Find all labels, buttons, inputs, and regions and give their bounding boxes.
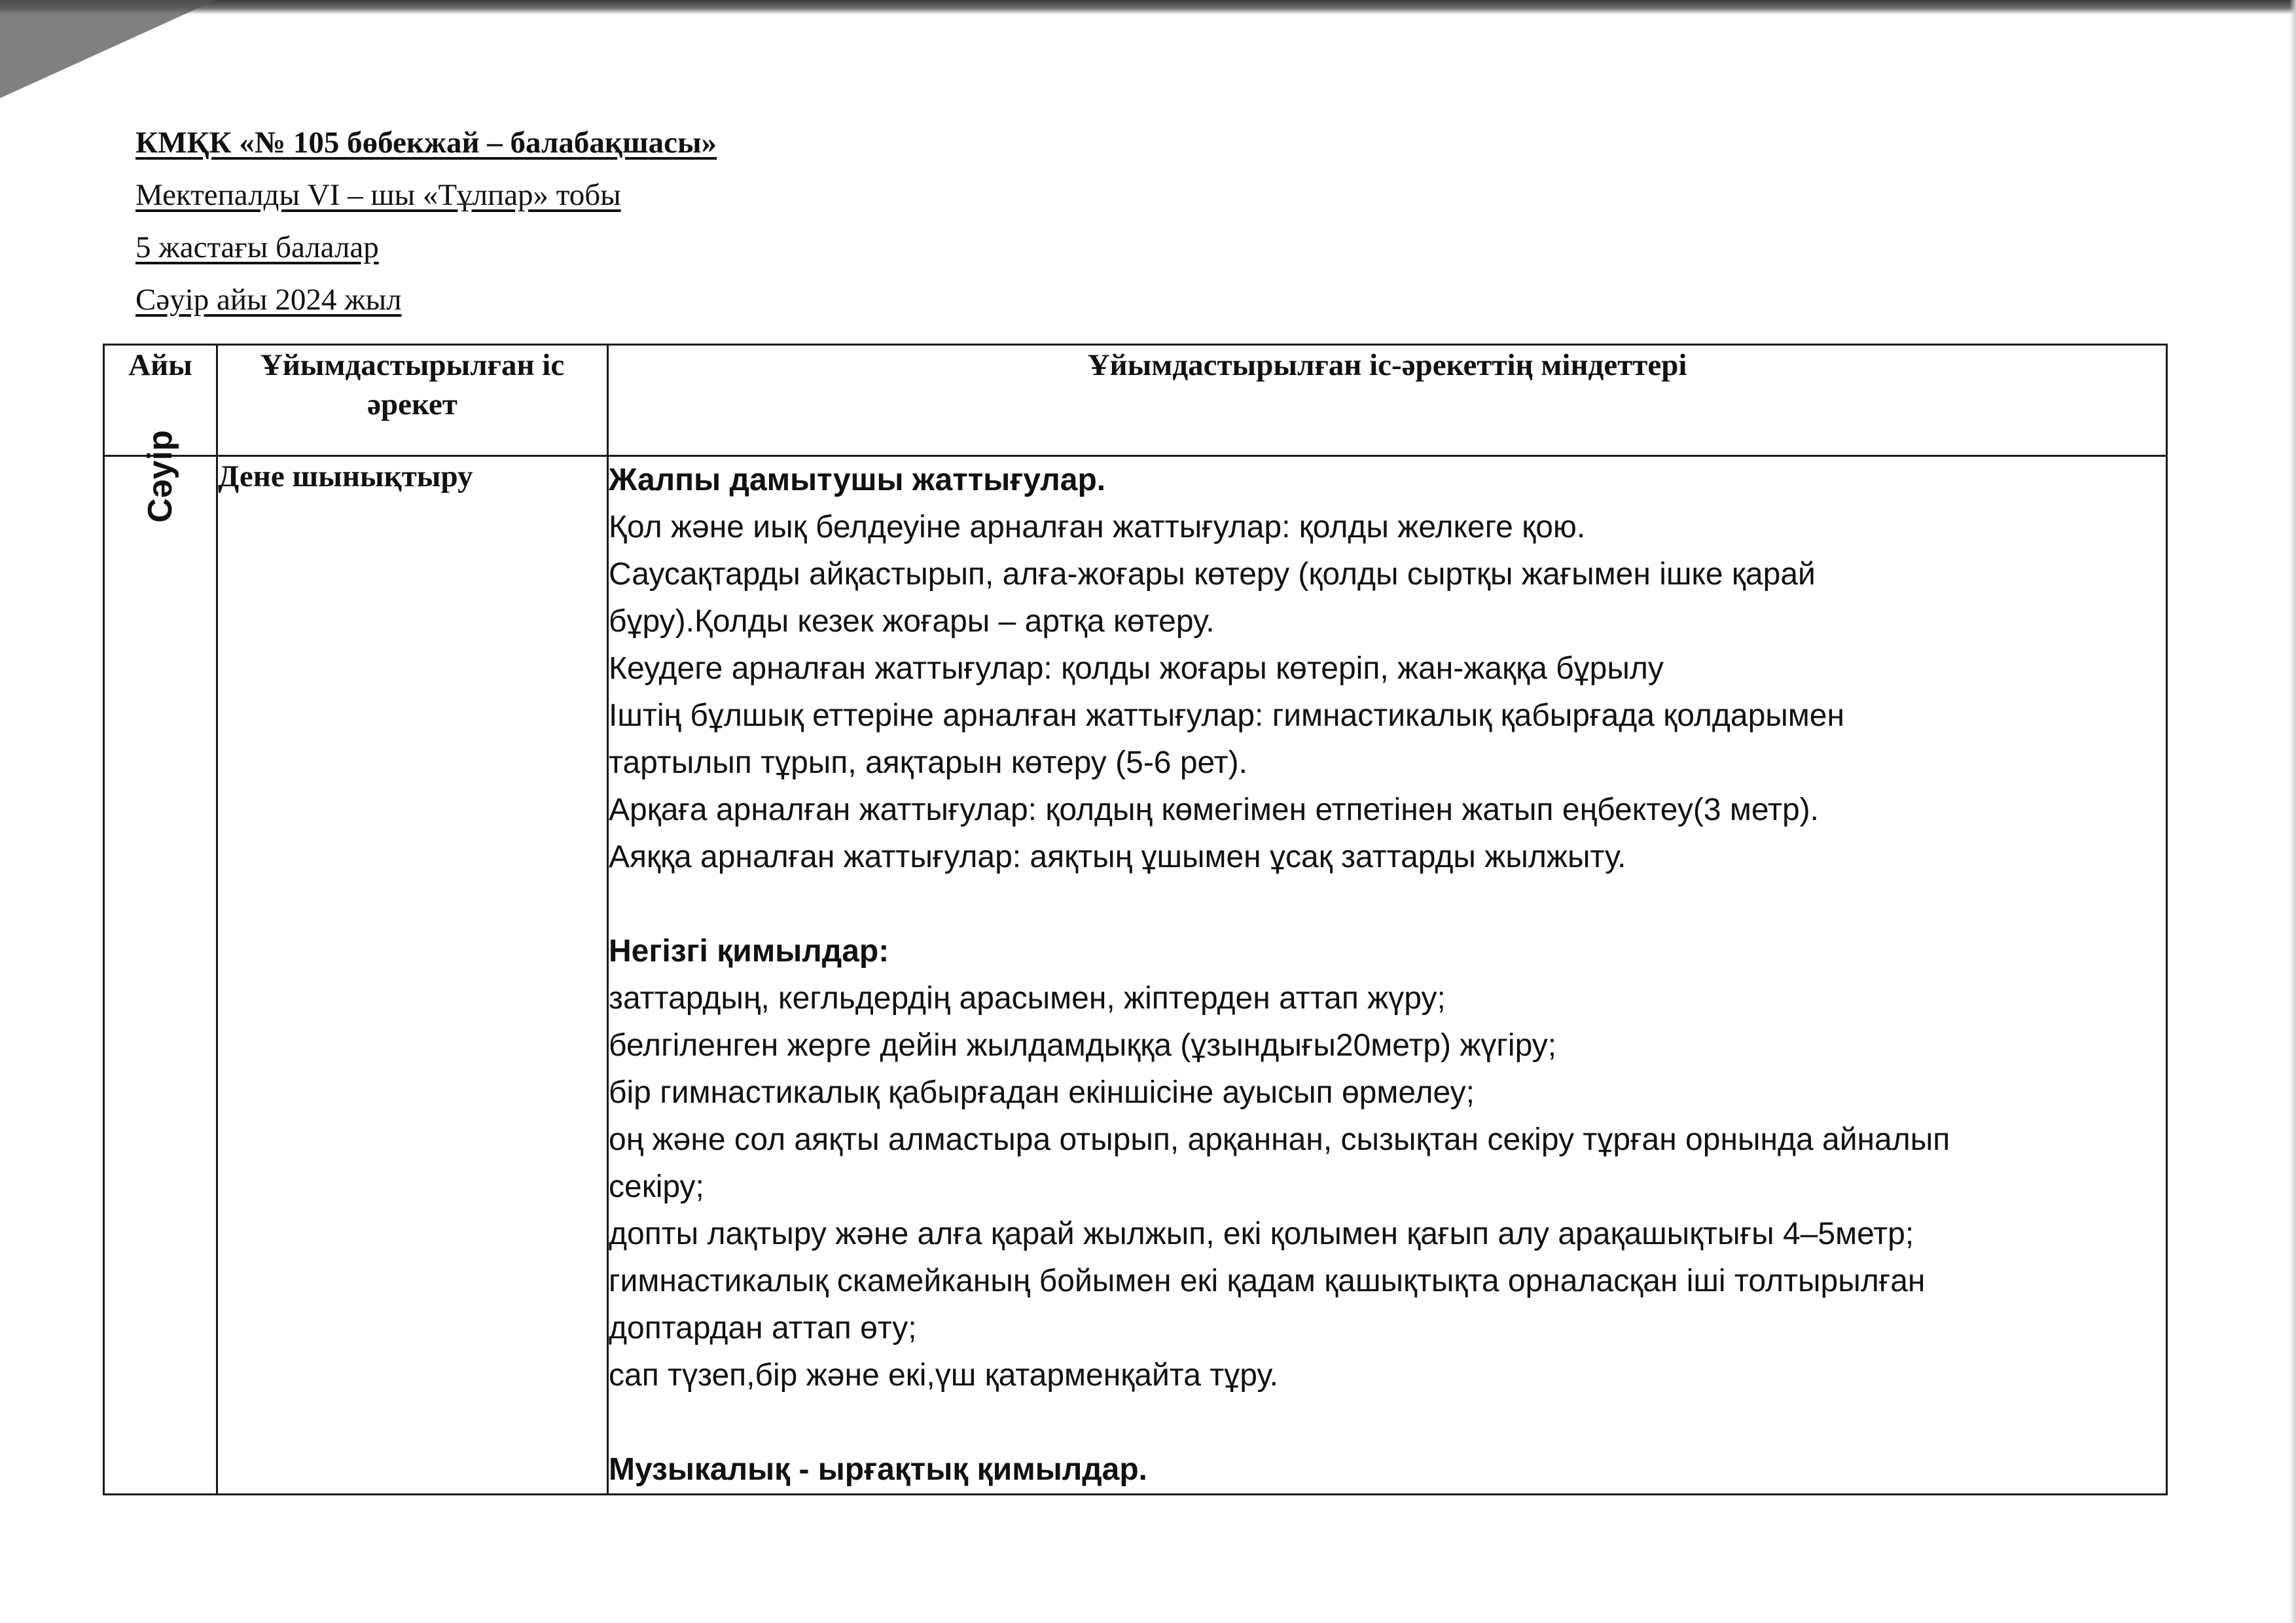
task-line: гимнастикалық скамейканың бойымен екі қадам қашықтықта орналасқан іші толтырылған xyxy=(609,1264,1926,1298)
task-line: Кеудеге арналған жаттығулар: қолды жоғары көтеріп, жан-жаққа бұрылу xyxy=(609,651,1664,686)
document-header xyxy=(135,116,717,326)
column-header-activity: Ұйымдастырылған іс әрекет xyxy=(217,345,608,456)
activity-cell: Дене шынықтыру xyxy=(217,456,608,1495)
task-line: Саусақтарды айқастырып, алға-жоғары көтеру (қолды сыртқы жағымен ішке қарай xyxy=(609,557,1816,592)
task-line: заттардың, кегльдердің арасымен, жіптерден аттап жүру; xyxy=(609,981,1446,1016)
task-line: Жалпы дамытушы жаттығулар. xyxy=(609,463,1106,497)
task-line: оң және сол аяқты алмастыра отырып, арқаннан, сызықтан секіру тұрған орнында айналып xyxy=(609,1122,1950,1157)
task-line: Арқаға арналған жаттығулар: қолдың көмегімен етпетінен жатып еңбектеу(3 метр). xyxy=(609,793,1819,827)
task-line: Іштің бұлшық еттеріне арналған жаттығулар: гимнастикалық қабырғада қолдарымен xyxy=(609,698,1844,733)
task-line: Қол және иық белдеуіне арналған жаттығулар: қолды желкеге қою. xyxy=(609,510,1586,544)
task-line: тартылып тұрып, аяқтарын көтеру (5-6 рет). xyxy=(609,745,1247,780)
task-list xyxy=(609,457,2166,1493)
task-line: секіру; xyxy=(609,1169,704,1204)
table-row xyxy=(104,456,2167,1495)
document-date: Сәуір айы 2024 жыл xyxy=(135,283,402,317)
column-header-tasks: Ұйымдастырылған іс-әрекеттің міндеттері xyxy=(608,345,2167,456)
group-name: Мектепалды VI – шы «Тұлпар» тобы xyxy=(135,178,621,212)
task-line: бұру).Қолды кезек жоғары – артқа көтеру. xyxy=(609,604,1215,639)
task-spacer xyxy=(609,1399,2166,1446)
scan-corner-fold xyxy=(0,0,216,98)
scan-top-shadow xyxy=(0,0,2296,14)
month-cell xyxy=(104,430,217,1495)
task-line: сап түзеп,бір және екі,үш қатарменқайта тұру. xyxy=(609,1358,1278,1393)
task-line: бір гимнастикалық қабырғадан екіншісіне ауысып өрмелеу; xyxy=(609,1075,1475,1110)
scan-right-edge xyxy=(2289,0,2296,1623)
organization-name: КМҚК «№ 105 бөбекжай – балабақшасы» xyxy=(135,126,717,160)
task-line: Музыкалық - ырғақтық қимылдар. xyxy=(609,1452,1148,1487)
task-line: Аяққа арналған жаттығулар: аяқтың ұшымен ұсақ заттарды жылжыту. xyxy=(609,840,1626,874)
task-line: белгіленген жерге дейін жылдамдыққа (ұзындығы20метр) жүгіру; xyxy=(609,1028,1557,1063)
task-line: Негізгі қимылдар: xyxy=(609,934,889,969)
task-spacer xyxy=(609,881,2166,928)
column-header-month: Айы xyxy=(104,345,217,456)
month-label: Сәуір xyxy=(141,430,179,523)
task-line: допты лақтыру және алға қарай жылжып, екі қолымен қағып алу арақашықтығы 4–5метр; xyxy=(609,1217,1914,1251)
task-line: доптардан аттап өту; xyxy=(609,1311,917,1346)
table-header-row xyxy=(104,345,2167,456)
tasks-cell xyxy=(608,456,2167,1495)
activity-plan-table xyxy=(103,344,2168,1495)
age-group: 5 жастағы балалар xyxy=(135,230,379,264)
